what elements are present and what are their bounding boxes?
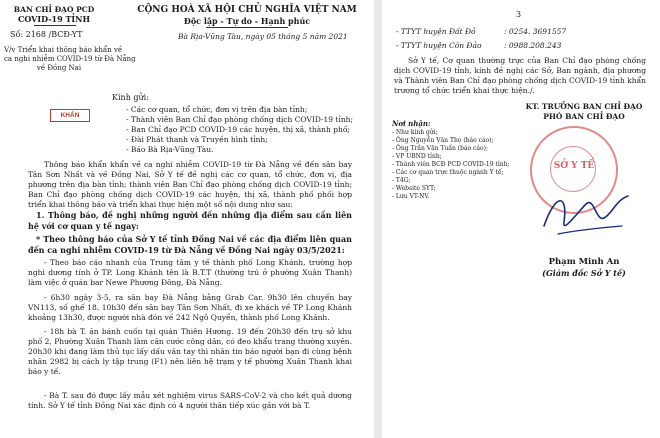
recipient-5: - Báo Bà Rịa-Vũng Tàu. [126,145,214,154]
noi-nhan-5: - Thành viên BCĐ PCD COVID-19 tỉnh; [392,161,510,168]
signer-title-1: KT. TRƯỞNG BAN CHỈ ĐẠO [525,102,643,111]
recipient-4: - Đài Phát thanh và Truyền hình tỉnh; [126,135,268,144]
recipient-2: - Thành viên Ban Chỉ đạo phòng chống dịch COVID-19 tỉnh; [126,115,354,124]
signer-name: Phạm Minh An [548,257,620,267]
subject-line-3: về Đồng Nai [36,64,82,72]
noi-nhan-6: - Các cơ quan trực thuộc ngành Y tế; [392,169,504,176]
intro-paragraph: Thông báo khẩn khẩn về ca nghi nhiễm COVID-19 từ Đà Nẵng về đến sân bay Tân Sơn Nhất và về Đồng Nai, Sở Y tế đề nghị các cơ quan, tổ chức, đơn vị, địa phương trên địa bàn tỉnh; thành viên Ban Chỉ đạo phòng chống dịch COVID-19 tỉnh; Ban Chỉ đạo phòng chống dịch COVID-19 các huyện, thị xã, thành phố phối hợp triển khai thông báo và triển khai thực hiện một số nội dung như sau: [28,160,352,209]
signer-role: (Giám đốc Sở Y tế) [542,268,626,278]
noi-nhan-title: Nơi nhận: [392,119,431,128]
noi-nhan-9: - Lưu VT-NV. [392,193,430,200]
seal-text: SỞ Y TẾ [553,161,595,171]
recipient-3: - Ban Chỉ đạo PCD COVID-19 các huyện, thị xã, thành phố; [126,125,350,134]
issue-date: Bà Rịa-Vũng Tàu, ngày 05 tháng 5 năm 2021 [178,32,348,41]
noi-nhan-4: - VP UBND tỉnh; [392,153,442,160]
closing-paragraph: Sở Y tế, Cơ quan thường trực của Ban Chỉ đạo phòng chống dịch COVID-19 tỉnh, kính đề nghị các Sở, Ban ngành, địa phương và Thành viên Ban Chỉ đạo phòng chống dịch COVID-19 tỉnh khẩn trương tổ chức triển khai thực hiện./. [394,56,646,95]
motto-underline [206,27,288,28]
section-heading-1: 1. Thông báo, đề nghị những người đến những địa điểm sau cần liên hệ với cơ quan y tế ngay: [28,210,352,231]
document-page-3 [382,0,660,438]
paragraph-3: - 18h bà T. ăn bánh cuốn tại quán Thiên Hương. 19 đến 20h30 đến trụ sở khu phố 2, Phường Xuân Thanh làm căn cước công dân, có đeo khẩu trang thường xuyên. 20h30 khi đang làm thủ tục lấy dấu vân tay thì nhân tin báo người bạn đi cùng bệnh nhân 2982 bị cách ly tập trung (F1) nên liên hệ trạm y tế phường Xuân Thanh khai báo y tế. [28,327,352,376]
noi-nhan-3: - Ông Trần Văn Tuấn (báo cáo); [392,145,488,152]
contact-2-phone: : 0988.208.243 [504,41,562,50]
doc-number: Số: 2168 /BCĐ-YT [10,30,83,39]
section-heading-2: * Theo thông báo của Sở Y tế tỉnh Đồng Nai về các địa điểm liên quan đến ca nghi nhiễm COVID-19 từ Đà Nẵng về Đồng Nai ngày 03/5/2021: [28,234,352,255]
signer-title-2: PHÓ BAN CHỈ ĐẠO [543,112,625,121]
subject-line-2: ca nghi nhiễm COVID-19 từ Đà Nẵng [4,55,136,63]
paragraph-4: - Bà T. sau đó được lấy mẫu xét nghiệm virus SARS-CoV-2 và cho kết quả dương tính. Sở Y tế tỉnh Đồng Nai xác định có 4 người thân tiếp xúc gần với bà T. [28,391,352,410]
issuer-org-top: BAN CHỈ ĐẠO PCD [13,5,95,14]
subject-line-1: V/v Triển khai thông báo khẩn về [4,46,123,54]
issuer-underline [34,25,76,26]
contact-1-phone: : 0254. 3691557 [504,27,567,36]
national-motto: Độc lập - Tự do - Hạnh phúc [183,16,311,26]
paragraph-2: - 6h30 ngày 3-5, ra sân bay Đà Nẵng bằng Grab Car. 9h30 lên chuyến bay VN113, số ghế 18. 10h30 đến sân bay Tân Sơn Nhất, đi xe khách về TP Long Khánh khoảng 13h30, được người nhà đón về 242 Ngô Quyền, thành phố Long Khánh. [28,293,352,322]
paragraph-1: - Theo báo cáo nhanh của Trung tâm y tế thành phố Long Khánh, trường hợp nghi dương tính ở TP. Long Khánh tên là B.T.T (thường trú ở phường Xuân Thanh) làm việc ở quán bar Newe Phương Đông, Đà Nẵng. [28,258,352,287]
noi-nhan-8: - Website SYT; [392,185,436,192]
recipient-1: - Các cơ quan, tổ chức, đơn vị trên địa bàn tỉnh; [126,105,308,114]
noi-nhan-2: - Ông Nguyễn Văn Thọ (báo cáo); [392,137,494,144]
handwritten-signature [538,182,634,246]
noi-nhan-1: - Như kính gửi; [392,129,438,136]
noi-nhan-7: - T4G; [392,177,411,184]
country-name: CỘNG HOÀ XÃ HỘI CHỦ NGHĨA VIỆT NAM [137,5,357,15]
contact-1-label: - TTYT huyện Đất Đỏ [396,27,476,36]
issuer-org-name: COVID-19 TỈNH [17,14,91,24]
contact-2-label: - TTYT huyện Côn Đảo [396,41,482,50]
kinh-gui-label: Kính gửi: [112,93,149,102]
urgent-stamp: KHẨN [50,109,90,122]
page-number: 3 [516,10,522,19]
